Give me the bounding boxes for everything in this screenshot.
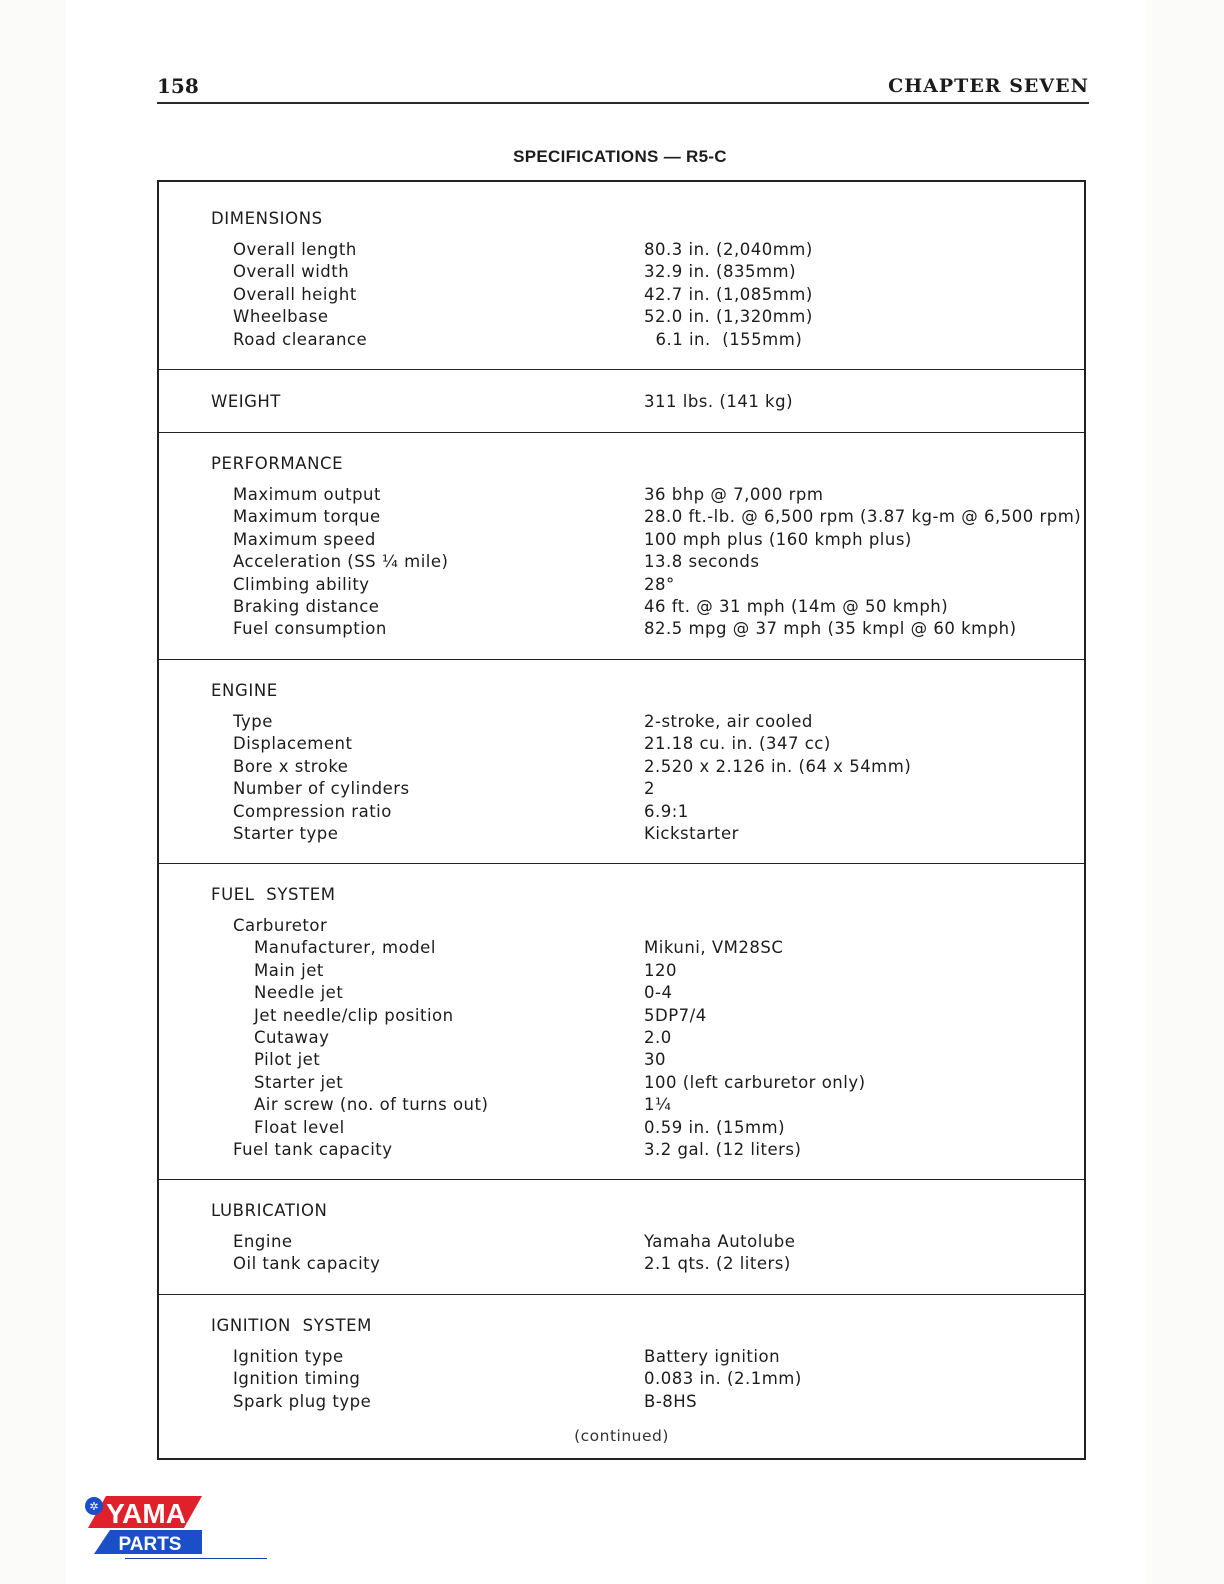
spec-label: Maximum speed <box>233 530 376 549</box>
spec-row <box>159 240 1084 262</box>
spec-row <box>159 824 1084 846</box>
spec-row <box>159 575 1084 597</box>
spec-value: 2.1 qts. (2 liters) <box>644 1254 791 1273</box>
spec-row <box>159 734 1084 756</box>
spec-row <box>159 938 1084 960</box>
spec-row <box>159 1140 1084 1162</box>
spec-row <box>159 1050 1084 1072</box>
spec-row <box>159 485 1084 507</box>
spec-label: Fuel consumption <box>233 619 387 638</box>
spec-value: 0.59 in. (15mm) <box>644 1118 786 1137</box>
spec-value: 311 lbs. (141 kg) <box>644 392 794 411</box>
section-heading-performance: PERFORMANCE <box>211 454 344 473</box>
yamaparts-logo[interactable] <box>84 1492 274 1562</box>
spec-value: 13.8 seconds <box>644 552 760 571</box>
spec-row <box>159 1254 1084 1276</box>
spec-row <box>159 712 1084 734</box>
spec-label: Ignition timing <box>233 1369 361 1388</box>
spec-row <box>159 757 1084 779</box>
spec-value: B-8HS <box>644 1392 698 1411</box>
section-heading-engine: ENGINE <box>211 681 278 700</box>
section-divider <box>159 369 1084 370</box>
spec-row <box>159 1073 1084 1095</box>
spec-label: Starter jet <box>254 1073 344 1092</box>
spec-row <box>159 802 1084 824</box>
spec-label: Oil tank capacity <box>233 1254 381 1273</box>
spec-value: 82.5 mpg @ 37 mph (35 kmpl @ 60 kmph) <box>644 619 1017 638</box>
spec-value: 42.7 in. (1,085mm) <box>644 285 813 304</box>
section-heading-dimensions: DIMENSIONS <box>211 209 323 228</box>
logo-parts-text: PARTS <box>118 1534 182 1555</box>
spec-value: 30 <box>644 1050 666 1069</box>
spec-value: 0.083 in. (2.1mm) <box>644 1369 802 1388</box>
spec-value: Kickstarter <box>644 824 739 843</box>
spec-value: 2.520 x 2.126 in. (64 x 54mm) <box>644 757 912 776</box>
spec-value: 1¼ <box>644 1095 672 1114</box>
section-heading-fuel-system: FUEL SYSTEM <box>211 885 336 904</box>
spec-label: WEIGHT <box>211 392 281 411</box>
spec-label: Float level <box>254 1118 345 1137</box>
spec-label: Climbing ability <box>233 575 370 594</box>
spec-label: Road clearance <box>233 330 368 349</box>
continued-note: (continued) <box>574 1427 669 1445</box>
spec-label: Air screw (no. of turns out) <box>254 1095 489 1114</box>
spec-row <box>159 285 1084 307</box>
spec-label: Jet needle/clip position <box>254 1006 454 1025</box>
spec-value: 3.2 gal. (12 liters) <box>644 1140 802 1159</box>
spec-label: Pilot jet <box>254 1050 321 1069</box>
section-heading-ignition-system: IGNITION SYSTEM <box>211 1316 372 1335</box>
spec-row <box>159 1118 1084 1140</box>
spec-label: Maximum torque <box>233 507 381 526</box>
section-divider <box>159 1294 1084 1295</box>
spec-value: 2 <box>644 779 655 798</box>
spec-row <box>159 330 1084 352</box>
spec-row <box>159 1347 1084 1369</box>
spec-label: Fuel tank capacity <box>233 1140 393 1159</box>
spec-value: 80.3 in. (2,040mm) <box>644 240 813 259</box>
spec-row <box>159 916 1084 938</box>
spec-value: Mikuni, VM28SC <box>644 938 784 957</box>
spec-value: 6.1 in. (155mm) <box>644 330 803 349</box>
spec-row <box>159 1232 1084 1254</box>
spec-row <box>159 1369 1084 1391</box>
spec-row <box>159 262 1084 284</box>
spec-value: Yamaha Autolube <box>644 1232 796 1251</box>
section-divider <box>159 863 1084 864</box>
svg-text:✲: ✲ <box>89 1500 99 1513</box>
section-divider <box>159 1179 1084 1180</box>
spec-label: Overall height <box>233 285 357 304</box>
spec-label: Manufacturer, model <box>254 938 436 957</box>
spec-label: Braking distance <box>233 597 380 616</box>
spec-row <box>159 530 1084 552</box>
spec-label: Cutaway <box>254 1028 330 1047</box>
spec-value: 0-4 <box>644 983 673 1002</box>
spec-label: Displacement <box>233 734 353 753</box>
spec-value: 28.0 ft.-lb. @ 6,500 rpm (3.87 kg-m @ 6,500 rpm) <box>644 507 1082 526</box>
spec-value: 21.18 cu. in. (347 cc) <box>644 734 831 753</box>
spec-value: 52.0 in. (1,320mm) <box>644 307 813 326</box>
spec-row <box>159 1392 1084 1414</box>
spec-row <box>159 961 1084 983</box>
spec-label: Acceleration (SS ¼ mile) <box>233 552 449 571</box>
spec-value: Battery ignition <box>644 1347 781 1366</box>
spec-row <box>159 1028 1084 1050</box>
logo-yama-text: YAMA <box>106 1498 186 1529</box>
spec-value: 28° <box>644 575 675 594</box>
spec-row-weight <box>159 392 1084 414</box>
spec-label: Spark plug type <box>233 1392 372 1411</box>
logo-underline <box>125 1558 267 1559</box>
spec-label: Carburetor <box>233 916 328 935</box>
spec-row <box>159 307 1084 329</box>
specifications-table <box>157 180 1086 1460</box>
spec-label: Type <box>233 712 273 731</box>
spec-value: 5DP7/4 <box>644 1006 707 1025</box>
section-divider <box>159 659 1084 660</box>
spec-row <box>159 983 1084 1005</box>
spec-label: Wheelbase <box>233 307 329 326</box>
spec-row <box>159 1095 1084 1117</box>
spec-value: 100 mph plus (160 kmph plus) <box>644 530 912 549</box>
page-number: 158 <box>157 74 199 98</box>
spec-value: 36 bhp @ 7,000 rpm <box>644 485 824 504</box>
spec-row <box>159 619 1084 641</box>
spec-label: Overall width <box>233 262 350 281</box>
spec-row <box>159 507 1084 529</box>
spec-label: Compression ratio <box>233 802 392 821</box>
spec-value: 2.0 <box>644 1028 672 1047</box>
spec-row <box>159 779 1084 801</box>
spec-label: Overall length <box>233 240 357 259</box>
spec-value: 100 (left carburetor only) <box>644 1073 866 1092</box>
spec-label: Main jet <box>254 961 324 980</box>
section-divider <box>159 432 1084 433</box>
spec-row <box>159 1006 1084 1028</box>
spec-value: 120 <box>644 961 677 980</box>
spec-label: Number of cylinders <box>233 779 410 798</box>
spec-value: 46 ft. @ 31 mph (14m @ 50 kmph) <box>644 597 949 616</box>
spec-value: 32.9 in. (835mm) <box>644 262 797 281</box>
spec-label: Engine <box>233 1232 293 1251</box>
specifications-title: SPECIFICATIONS — R5-C <box>513 147 727 166</box>
section-heading-lubrication: LUBRICATION <box>211 1201 328 1220</box>
spec-label: Maximum output <box>233 485 381 504</box>
spec-row <box>159 597 1084 619</box>
spec-label: Bore x stroke <box>233 757 349 776</box>
spec-value: 6.9:1 <box>644 802 689 821</box>
chapter-title: CHAPTER SEVEN <box>888 75 1089 97</box>
page-header <box>157 72 1089 104</box>
spec-label: Ignition type <box>233 1347 344 1366</box>
spec-label: Starter type <box>233 824 339 843</box>
spec-value: 2-stroke, air cooled <box>644 712 813 731</box>
spec-row <box>159 552 1084 574</box>
spec-label: Needle jet <box>254 983 344 1002</box>
